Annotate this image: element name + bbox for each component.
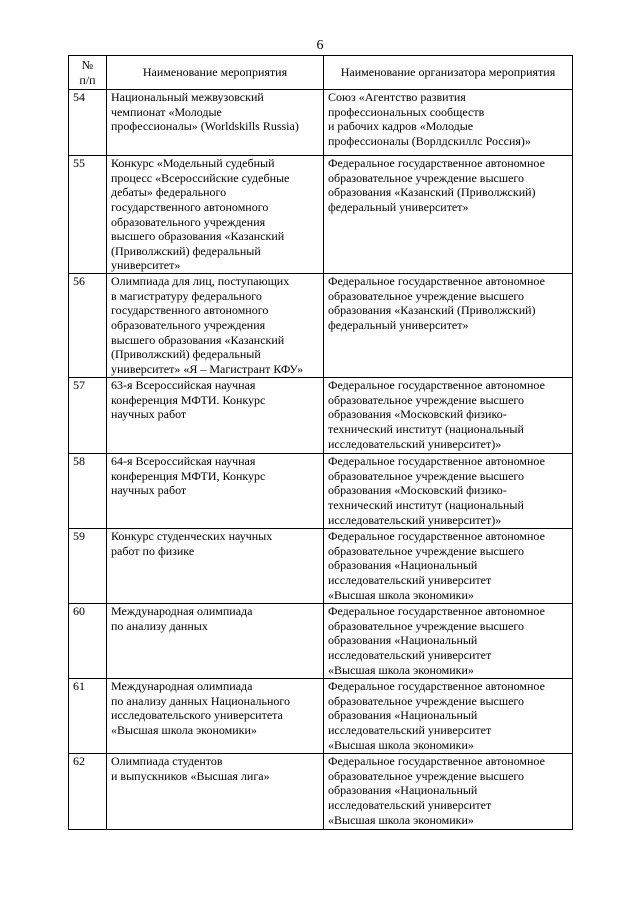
organizer-name: Федеральное государственное автономное образовательное учреждение высшего образования «Национальный исследовательский университет «Высшая школа экономики» [324, 754, 573, 830]
events-table [68, 55, 573, 830]
table-header-row [69, 56, 573, 90]
event-name: Конкурс студенческих научных работ по физике [107, 529, 324, 604]
event-name: Конкурс «Модельный судебный процесс «Всероссийские судебные дебаты» федерального государственного автономного образовательного учреждения высшего образования «Казанский (Приволжский) федеральный университет» [107, 156, 324, 274]
event-name: Международная олимпиада по анализу данных Национального исследовательского университета «Высшая школа экономики» [107, 679, 324, 754]
organizer-name: Федеральное государственное автономное образовательное учреждение высшего образования «Национальный исследовательский университет «Высшая школа экономики» [324, 679, 573, 754]
row-number: 55 [69, 156, 107, 274]
row-number: 59 [69, 529, 107, 604]
page-number: 6 [316, 38, 324, 53]
event-name: 64-я Всероссийская научная конференция МФТИ, Конкурс научных работ [107, 454, 324, 529]
event-name: Олимпиада для лиц, поступающих в магистратуру федерального государственного автономного образовательного учреждения высшего образования «Казанский (Приволжский) федеральный университет» «Я – Магистрант КФУ» [107, 274, 324, 378]
table-row [69, 679, 573, 754]
table-row [69, 529, 573, 604]
row-number: 54 [69, 90, 107, 156]
event-name: Олимпиада студентов и выпускников «Высшая лига» [107, 754, 324, 830]
table-row [69, 90, 573, 156]
row-number: 58 [69, 454, 107, 529]
organizer-name: Федеральное государственное автономное образовательное учреждение высшего образования «Московский физико- технический институт (национальный исследовательский университет)» [324, 378, 573, 454]
header-event-name: Наименование мероприятия [107, 56, 324, 90]
row-number: 57 [69, 378, 107, 454]
table-row [69, 454, 573, 529]
organizer-name: Федеральное государственное автономное образовательное учреждение высшего образования «Казанский (Приволжский) федеральный университет» [324, 156, 573, 274]
organizer-name: Союз «Агентство развития профессиональных сообществ и рабочих кадров «Молодые профессионалы (Ворлдскиллс Россия)» [324, 90, 573, 156]
row-number: 60 [69, 604, 107, 679]
table-row [69, 156, 573, 274]
header-number: № п/п [69, 56, 107, 90]
organizer-name: Федеральное государственное автономное образовательное учреждение высшего образования «Национальный исследовательский университет «Высшая школа экономики» [324, 604, 573, 679]
header-organizer: Наименование организатора мероприятия [324, 56, 573, 90]
event-name: Международная олимпиада по анализу данных [107, 604, 324, 679]
row-number: 56 [69, 274, 107, 378]
table-row [69, 604, 573, 679]
organizer-name: Федеральное государственное автономное образовательное учреждение высшего образования «Национальный исследовательский университет «Высшая школа экономики» [324, 529, 573, 604]
row-number: 62 [69, 754, 107, 830]
row-number: 61 [69, 679, 107, 754]
organizer-name: Федеральное государственное автономное образовательное учреждение высшего образования «Московский физико- технический институт (национальный исследовательский университет)» [324, 454, 573, 529]
table-row [69, 274, 573, 378]
event-name: 63-я Всероссийская научная конференция МФТИ. Конкурс научных работ [107, 378, 324, 454]
organizer-name: Федеральное государственное автономное образовательное учреждение высшего образования «Казанский (Приволжский) федеральный университет» [324, 274, 573, 378]
event-name: Национальный межвузовский чемпионат «Молодые профессионалы» (Worldskills Russia) [107, 90, 324, 156]
table-row [69, 754, 573, 830]
table-row [69, 378, 573, 454]
